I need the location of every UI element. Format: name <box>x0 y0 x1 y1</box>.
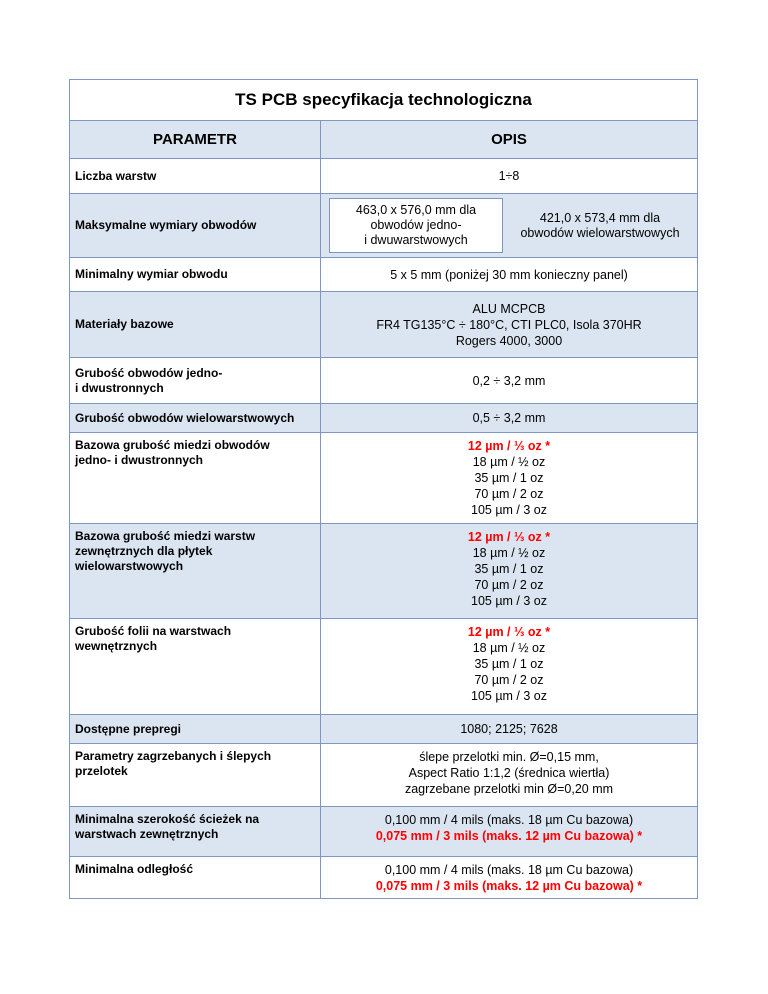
highlight-value: 12 µm / ⅓ oz * <box>467 439 551 453</box>
row-param <box>70 744 321 807</box>
param-line: wielowarstwowych <box>75 559 184 573</box>
row-value: 1÷8 <box>321 159 698 194</box>
value-line: ALU MCPCB <box>472 301 546 316</box>
param-line: jedno- i dwustronnych <box>75 453 203 467</box>
highlight-value: 12 µm / ⅓ oz * <box>467 530 551 544</box>
value-line: 0,100 mm / 4 mils (maks. 18 µm Cu bazowa) <box>384 863 634 877</box>
highlight-value: 0,075 mm / 3 mils (maks. 12 µm Cu bazowa) * <box>375 879 643 893</box>
row-param: Maksymalne wymiary obwodów <box>70 194 321 258</box>
split-left-cell <box>329 198 503 253</box>
value-line: 463,0 x 576,0 mm dla <box>355 203 477 217</box>
param-line: Minimalna szerokość ścieżek na <box>75 812 260 826</box>
value-line: 35 µm / 1 oz <box>474 471 544 485</box>
row-value-split <box>321 194 698 258</box>
row-param <box>70 433 321 524</box>
row-param: Dostępne prepregi <box>70 715 321 744</box>
value-line: 105 µm / 3 oz <box>471 594 547 608</box>
page-title: TS PCB specyfikacja technologiczna <box>70 80 698 121</box>
value-line: 421,0 x 573,4 mm dla <box>539 210 661 225</box>
row-value <box>321 857 698 899</box>
value-line: 70 µm / 2 oz <box>474 487 544 501</box>
row-value: 5 x 5 mm (poniżej 30 mm konieczny panel) <box>321 258 698 292</box>
param-line: warstwach zewnętrznych <box>75 827 219 841</box>
param-line: przelotek <box>75 764 128 778</box>
row-value <box>321 619 698 715</box>
value-line: 105 µm / 3 oz <box>471 503 547 517</box>
value-line: 70 µm / 2 oz <box>474 673 544 687</box>
row-value: 1080; 2125; 7628 <box>321 715 698 744</box>
row-param <box>70 807 321 857</box>
row-param: Minimalna odległość <box>70 857 321 899</box>
value-line: obwodów wielowarstwowych <box>520 225 680 240</box>
value-line: zagrzebane przelotki min Ø=0,20 mm <box>404 782 614 796</box>
param-line: Parametry zagrzebanych i ślepych <box>75 749 272 763</box>
row-value <box>321 807 698 857</box>
row-value <box>321 292 698 358</box>
row-value <box>321 433 698 524</box>
value-line: i dwuwarstwowych <box>364 233 468 247</box>
value-line: Rogers 4000, 3000 <box>455 333 563 348</box>
row-param: Liczba warstw <box>70 159 321 194</box>
row-param <box>70 524 321 619</box>
row-param: Materiały bazowe <box>70 292 321 358</box>
param-line: i dwustronnych <box>75 380 164 395</box>
value-line: ślepe przelotki min. Ø=0,15 mm, <box>419 750 599 764</box>
row-param <box>70 358 321 404</box>
column-header-param: PARAMETR <box>70 121 321 159</box>
param-line: Bazowa grubość miedzi warstw <box>75 529 256 543</box>
spec-sheet <box>69 79 697 899</box>
value-line: 35 µm / 1 oz <box>474 562 544 576</box>
value-line: FR4 TG135°C ÷ 180°C, CTI PLC0, Isola 370HR <box>376 317 642 332</box>
row-value <box>321 744 698 807</box>
column-header-desc: OPIS <box>321 121 698 159</box>
spec-table <box>69 79 698 899</box>
param-line: Grubość folii na warstwach <box>75 624 232 638</box>
highlight-value: 0,075 mm / 3 mils (maks. 12 µm Cu bazowa) * <box>375 829 643 843</box>
row-value: 0,2 ÷ 3,2 mm <box>321 358 698 404</box>
param-line: zewnętrznych dla płytek <box>75 544 213 558</box>
highlight-value: 12 µm / ⅓ oz * <box>467 625 551 639</box>
param-line: Grubość obwodów jedno- <box>75 365 223 380</box>
value-line: 18 µm / ½ oz <box>472 641 546 655</box>
split-right-cell <box>503 211 697 241</box>
value-line: 105 µm / 3 oz <box>471 689 547 703</box>
value-line: 18 µm / ½ oz <box>472 455 546 469</box>
value-line: 0,100 mm / 4 mils (maks. 18 µm Cu bazowa) <box>384 813 634 827</box>
value-line: 35 µm / 1 oz <box>474 657 544 671</box>
row-param: Grubość obwodów wielowarstwowych <box>70 404 321 433</box>
value-line: 70 µm / 2 oz <box>474 578 544 592</box>
row-param: Minimalny wymiar obwodu <box>70 258 321 292</box>
value-line: 18 µm / ½ oz <box>472 546 546 560</box>
row-value: 0,5 ÷ 3,2 mm <box>321 404 698 433</box>
param-line: Bazowa grubość miedzi obwodów <box>75 438 270 452</box>
row-value <box>321 524 698 619</box>
row-param <box>70 619 321 715</box>
value-line: obwodów jedno- <box>370 218 462 232</box>
value-line: Aspect Ratio 1:1,2 (średnica wiertła) <box>408 766 610 780</box>
param-line: wewnętrznych <box>75 639 158 653</box>
